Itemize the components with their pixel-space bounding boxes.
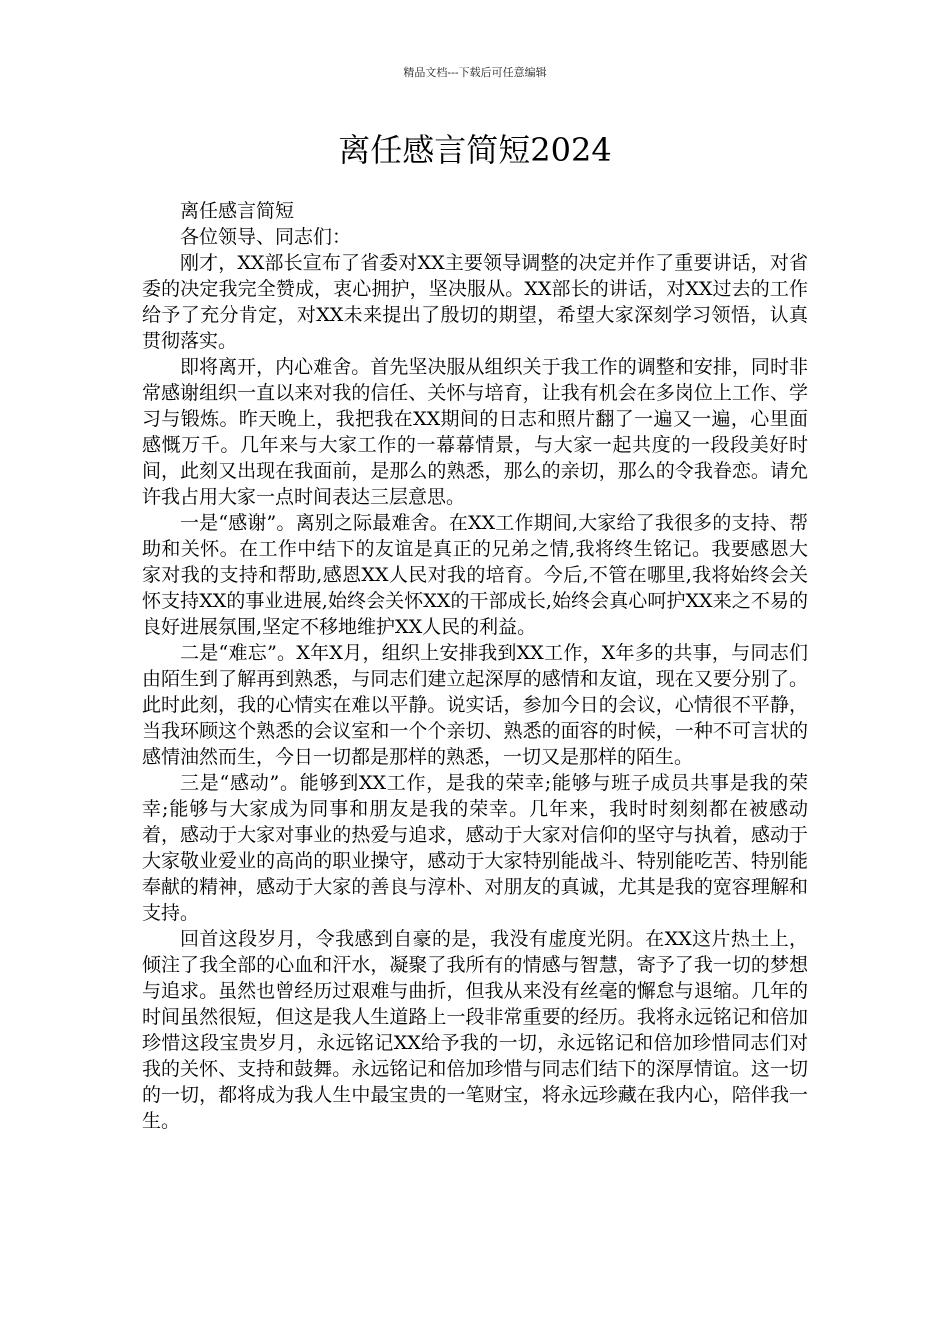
paragraph-subtitle: 离任感言简短 (180, 200, 295, 222)
paragraph-salutation: 各位领导、同志们： (180, 226, 352, 248)
paragraph: 三是“感动”。能够到XX工作，是我的荣幸;能够与班子成员共事是我的荣幸;能够与大家成为同事和朋友是我的荣幸。几年来，我时时刻刻都在被感动着，感动于大家对事业的热爱与追求，感动于大家对信仰的坚守与执着，感动于大家敬业爱业的高尚的职业操守，感动于大家特别能战斗、特别能吃苦、特别能奉献的精神，感动于大家的善良与淳朴、对朋友的真诚，尤其是我的宽容理解和支持。 (142, 772, 808, 924)
paragraph: 即将离开，内心难舍。首先坚决服从组织关于我工作的调整和安排，同时非常感谢组织一直以来对我的信任、关怀与培育，让我有机会在多岗位上工作、学习与锻炼。昨天晚上，我把我在XX期间的日志和照片翻了一遍又一遍，心里面感慨万千。几年来与大家工作的一幕幕情景，与大家一起共度的一段段美好时间，此刻又出现在我面前，是那么的熟悉，那么的亲切，那么的令我眷恋。请允许我占用大家一点时间表达三层意思。 (142, 356, 808, 508)
document-body (142, 198, 808, 1134)
paragraph: 刚才，XX部长宣布了省委对XX主要领导调整的决定并作了重要讲话，对省委的决定我完全赞成，衷心拥护，坚决服从。XX部长的讲话，对XX过去的工作给予了充分肯定，对XX未来提出了殷切的期望，希望大家深刻学习领悟，认真贯彻落实。 (142, 252, 808, 352)
page-header: 精品文档---下载后可任意编辑 (403, 66, 547, 79)
document-title: 离任感言简短2024 (338, 131, 612, 169)
paragraph: 回首这段岁月，令我感到自豪的是，我没有虚度光阴。在XX这片热土上，倾注了我全部的心血和汗水，凝聚了我所有的情感与智慧，寄予了我一切的梦想与追求。虽然也曾经历过艰难与曲折，但我从来没有丝毫的懈怠与退缩。几年的时间虽然很短，但这是我人生道路上一段非常重要的经历。我将永远铭记和倍加珍惜这段宝贵岁月，永远铭记XX给予我的一切，永远铭记和倍加珍惜同志们对我的关怀、支持和鼓舞。永远铭记和倍加珍惜与同志们结下的深厚情谊。这一切的一切，都将成为我人生中最宝贵的一笔财宝，将永远珍藏在我内心，陪伴我一生。 (142, 928, 808, 1132)
paragraph: 一是“感谢”。离别之际最难舍。在XX工作期间,大家给了我很多的支持、帮助和关怀。在工作中结下的友谊是真正的兄弟之情,我将终生铭记。我要感恩大家对我的支持和帮助,感恩XX人民对我的培育。今后,不管在哪里,我将始终会关怀支持XX的事业进展,始终会关怀XX的干部成长,始终会真心呵护XX来之不易的良好进展氛围,坚定不移地维护XX人民的利益。 (142, 512, 808, 638)
paragraph: 二是“难忘”。X年X月，组织上安排我到XX工作，X年多的共事，与同志们由陌生到了解再到熟悉，与同志们建立起深厚的感情和友谊，现在又要分别了。此时此刻，我的心情实在难以平静。说实话，参加今日的会议，心情很不平静，当我环顾这个熟悉的会议室和一个个亲切、熟悉的面容的时候，一种不可言状的感情油然而生，今日一切都是那样的熟悉，一切又是那样的陌生。 (142, 642, 808, 768)
